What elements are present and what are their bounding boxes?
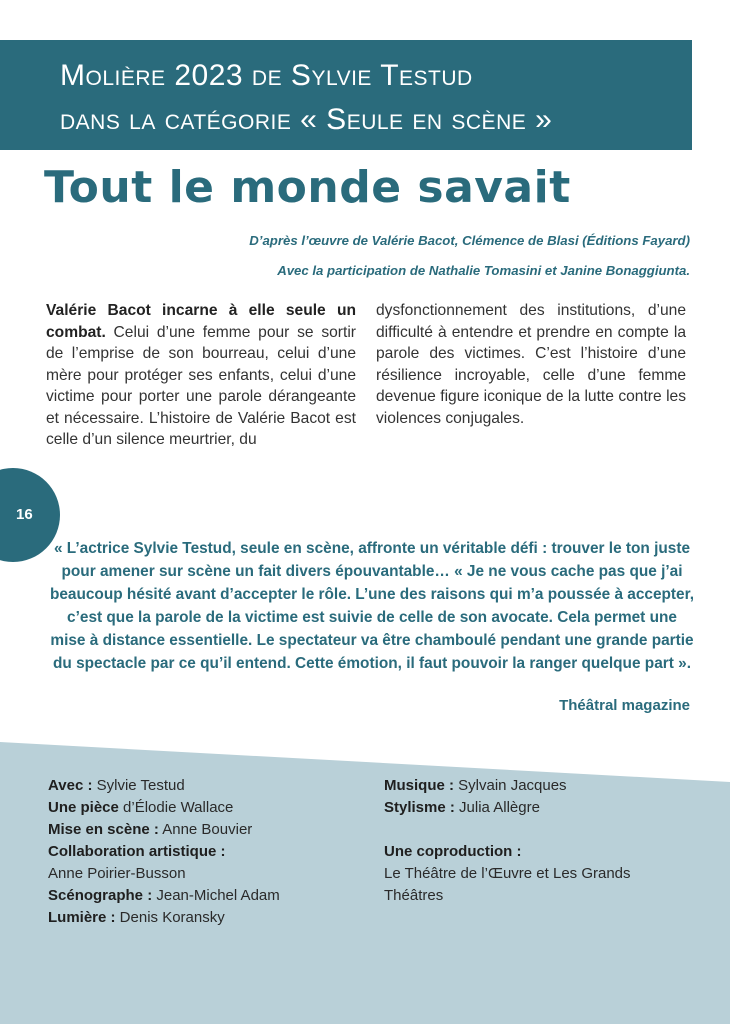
banner-line-1: Molière 2023 de Sylvie Testud <box>60 59 473 92</box>
credit-label: Lumière : <box>48 909 116 926</box>
body-lead: Valérie Bacot incarne à elle seule un combat. <box>46 302 356 341</box>
credit-label: Une pièce <box>48 799 119 816</box>
credit-scenographe <box>48 885 280 907</box>
spacer <box>384 819 631 841</box>
press-quote: « L’actrice Sylvie Testud, seule en scène, affronte un véritable défi : trouver le ton juste pour amener sur scène un fait divers épouvantable… « Je ne vous cache pas que j’ai beaucoup hésité avant d’accepter le rôle. L’une des raisons qui m’a poussée à accepter, c’est que la parole de la victime est suivie de celle de son avocate. Cela permet une mise à distance essentielle. Le spectateur va être chamboulé pendant une grande partie du spectacle par ce qu’il entend. Cette émotion, il faut pouvoir la ranger quelque part ». <box>49 540 695 672</box>
credit-value: d’Élodie Wallace <box>118 799 234 816</box>
credit-value: Sylvie Testud <box>92 777 185 794</box>
credit-label: Musique : <box>384 777 454 794</box>
credit-musique <box>384 775 631 797</box>
credit-avec <box>48 775 280 797</box>
credit-label: Stylisme : <box>384 799 455 816</box>
credit-label: Collaboration artistique : <box>48 843 226 860</box>
credit-coproduction <box>384 841 631 863</box>
credit-value: Sylvain Jacques <box>454 777 567 794</box>
award-banner <box>0 40 692 150</box>
credit-mise-en-scene <box>48 819 280 841</box>
page-number: 16 <box>16 506 33 523</box>
credit-piece <box>48 797 280 819</box>
credit-coproduction-line-1: Le Théâtre de l’Œuvre et Les Grands <box>384 865 631 882</box>
credits-left-column <box>48 775 280 929</box>
credit-label: Une coproduction : <box>384 843 522 860</box>
credit-coproduction-line-2: Théâtres <box>384 887 444 904</box>
quote-source: Théâtral magazine <box>559 697 690 714</box>
credit-value: Anne Bouvier <box>158 821 253 838</box>
participation-credit: Avec la participation de Nathalie Tomasini et Janine Bonaggiunta. <box>277 263 690 278</box>
credit-label: Mise en scène : <box>48 821 159 838</box>
body-column-right: dysfonctionnement des institutions, d’une difficulté à entendre et prendre en compte la parole des victimes. C’est l’histoire d’une résilience incroyable, celle d’une femme devenue figure iconique de la lutte contre les violences conjugales. <box>376 302 686 427</box>
credit-value: Jean-Michel Adam <box>152 887 280 904</box>
credit-label: Avec : <box>48 777 93 794</box>
credit-value: Julia Allègre <box>454 799 540 816</box>
page-title: Tout le monde savait <box>44 162 571 213</box>
credit-label: Scénographe : <box>48 887 153 904</box>
credit-value: Denis Koransky <box>115 909 225 926</box>
credits-right-column <box>384 775 631 907</box>
credit-collaboration-value: Anne Poirier-Busson <box>48 865 186 882</box>
credit-collaboration <box>48 841 280 863</box>
adaptation-credit: D’après l’œuvre de Valérie Bacot, Clémence de Blasi (Éditions Fayard) <box>249 233 690 248</box>
credit-stylisme <box>384 797 631 819</box>
banner-line-2: dans la catégorie « Seule en scène » <box>60 103 553 136</box>
body-column-left <box>46 300 356 451</box>
body-left-text: Celui d’une femme pour se sortir de l’emprise de son bourreau, celui d’une mère pour protéger ses enfants, celui d’une victime pour porter une parole dérangeante et nécessaire. L’histoire de Valérie Bacot est celle d’un silence meurtrier, du <box>46 323 356 448</box>
credit-lumiere <box>48 907 280 929</box>
